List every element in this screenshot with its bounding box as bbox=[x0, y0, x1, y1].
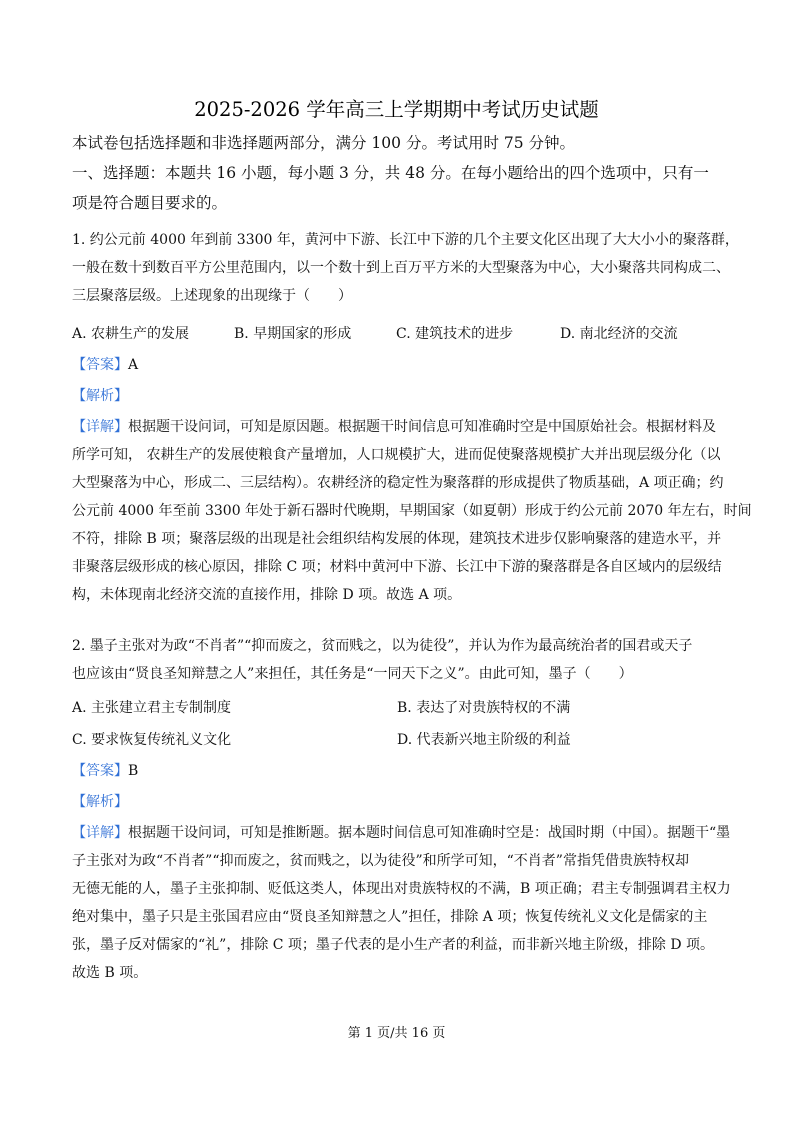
intro-text: 本试卷包括选择题和非选择题两部分，满分 100 分。考试用时 75 分钟。 bbox=[72, 134, 576, 152]
q1-stem-line: 三层聚落层级。上述现象的出现缘于（ ） bbox=[72, 288, 352, 304]
q1-answer-value: A bbox=[128, 357, 139, 373]
q2-stem-line: 2. 墨子主张对为政“不肖者”“抑而废之，贫而贱之，以为徒役”，并认为作为最高统治者的国君或天子 bbox=[72, 638, 693, 654]
q1-stem-line: 1. 约公元前 4000 年到前 3300 年，黄河中下游、长江中下游的几个主要文化区出现了大大小小的聚落群， bbox=[72, 232, 739, 248]
q1-detail-text: 根据题干设问词，可知是原因题。根据题干时间信息可知准确时空是中国原始社会。根据材料及 bbox=[128, 419, 716, 435]
q2-detail-line: 子主张对为政“不肖者”“抑而废之，贫而贱之，以为徒役”和所学可知，“不肖者”常指凭借贵族特权却 bbox=[72, 853, 689, 869]
analysis-label: 【解析】 bbox=[72, 388, 128, 404]
q2-detail-line: 张，墨子反对儒家的“礼”，排除 C 项；墨子代表的是小生产者的利益，而非新兴地主阶级，排除 D 项。 bbox=[72, 937, 715, 953]
intro-block bbox=[72, 128, 722, 218]
q2-option-d: D. 代表新兴地主阶级的利益 bbox=[397, 732, 571, 748]
analysis-label: 【解析】 bbox=[72, 794, 128, 810]
q2-detail-text: 根据题干设问词，可知是推断题。据本题时间信息可知准确时空是：战国时期（中国）。据题干“墨 bbox=[128, 825, 731, 841]
q2-detail-line: 绝对集中，墨子只是主张国君应由“贤良圣知辩慧之人”担任，排除 A 项；恢复传统礼义文化是儒家的主 bbox=[72, 909, 708, 925]
q2-detail-line bbox=[72, 819, 731, 847]
q1-detail-line: 非聚落层级形成的核心原因，排除 C 项；材料中黄河中下游、长江中下游的聚落群是各自区域内的层级结 bbox=[72, 559, 722, 575]
q2-detail bbox=[72, 819, 731, 987]
section-heading-line1: 一、选择题：本题共 16 小题，每小题 3 分，共 48 分。在每小题给出的四个选项中，只有一 bbox=[72, 164, 709, 182]
page-title: 2025-2026 学年高三上学期期中考试历史试题 bbox=[194, 98, 599, 121]
q2-stem-line: 也应该由“贤良圣知辩慧之人”来担任，其任务是“一同天下之义”。由此可知，墨子（ ） bbox=[72, 666, 633, 682]
q2-detail-line: 故选 B 项。 bbox=[72, 965, 148, 981]
detail-label: 【详解】 bbox=[72, 825, 128, 841]
q1-detail-line bbox=[72, 413, 722, 441]
q1-option-c: C. 建筑技术的进步 bbox=[396, 326, 514, 342]
q2-options-row2 bbox=[72, 726, 722, 754]
q1-detail-line: 所学可知， 农耕生产的发展使粮食产量增加，人口规模扩大，进而促使聚落规模扩大并出现层级分化（以 bbox=[72, 447, 721, 463]
q2-option-b: B. 表达了对贵族特权的不满 bbox=[397, 700, 571, 716]
answer-label: 【答案】 bbox=[72, 357, 128, 373]
q2-option-a: A. 主张建立君主专制制度 bbox=[72, 700, 232, 716]
q2-detail-line: 无德无能的人，墨子主张抑制、贬低这类人，体现出对贵族特权的不满，B 项正确；君主专制强调君主权力 bbox=[72, 881, 731, 897]
q2-answer bbox=[72, 757, 722, 785]
q1-analysis-label bbox=[72, 382, 722, 410]
q1-option-b: B. 早期国家的形成 bbox=[234, 326, 352, 342]
detail-label: 【详解】 bbox=[72, 419, 128, 435]
q1-stem-line: 一般在数十到数百平方公里范围内，以一个数十到上百万平方米的大型聚落为中心，大小聚落共同构成二、 bbox=[72, 260, 730, 276]
page-footer: 第 1 页/共 16 页 bbox=[347, 1026, 446, 1041]
q1-detail-line: 构，未体现南北经济交流的直接作用，排除 D 项。故选 A 项。 bbox=[72, 587, 462, 603]
q1-option-d: D. 南北经济的交流 bbox=[560, 326, 678, 342]
question-2-stem bbox=[72, 632, 722, 688]
q1-answer bbox=[72, 351, 722, 379]
q2-analysis-label bbox=[72, 788, 722, 816]
q1-detail-line: 公元前 4000 年至前 3300 年处于新石器时代晚期，早期国家（如夏朝）形成于约公元前 2070 年左右，时间 bbox=[72, 503, 752, 519]
question-1-stem bbox=[72, 226, 739, 310]
q1-detail-line: 大型聚落为中心，形成二、三层结构）。农耕经济的稳定性为聚落群的形成提供了物质基础，A 项正确；约 bbox=[72, 475, 724, 491]
q2-options-row1 bbox=[72, 694, 722, 722]
answer-label: 【答案】 bbox=[72, 763, 128, 779]
section-heading-line2: 项是符合题目要求的。 bbox=[72, 194, 228, 212]
q1-options bbox=[72, 320, 722, 348]
q1-option-a: A. 农耕生产的发展 bbox=[72, 326, 190, 342]
q2-option-c: C. 要求恢复传统礼义文化 bbox=[72, 732, 232, 748]
q1-detail-line: 不符，排除 B 项；聚落层级的出现是社会组织结构发展的体现，建筑技术进步仅影响聚落的建造水平，并 bbox=[72, 531, 722, 547]
q1-detail bbox=[72, 413, 752, 609]
q2-answer-value: B bbox=[128, 763, 139, 779]
